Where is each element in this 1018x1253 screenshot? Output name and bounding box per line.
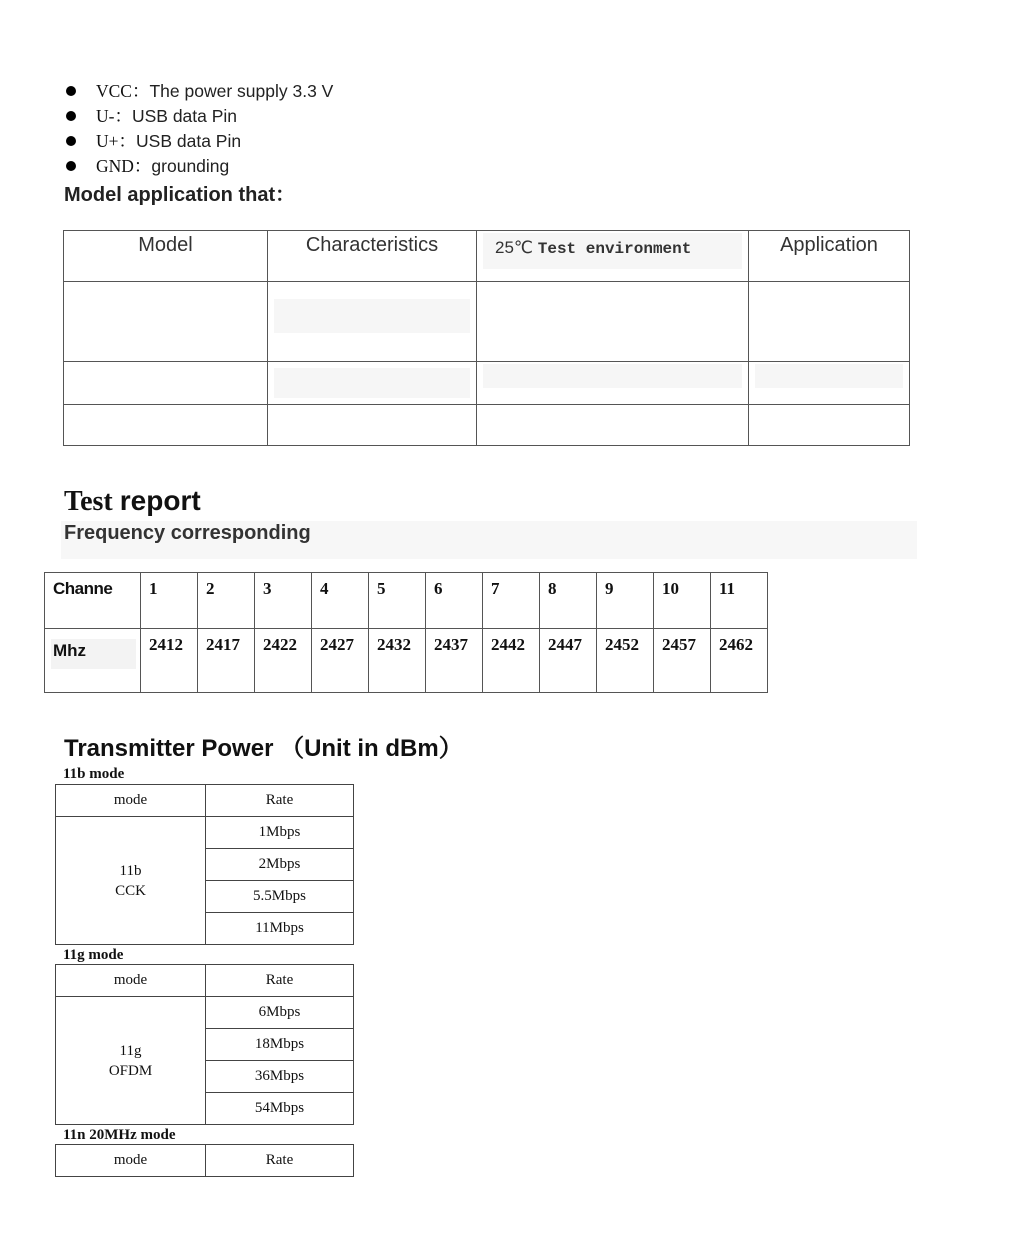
table-cell: 2447 [540, 629, 597, 693]
table-cell [477, 362, 749, 405]
table-cell [749, 405, 910, 446]
test-report-heading: Test report [64, 485, 201, 517]
table-cell: 2417 [198, 629, 255, 693]
mode-name: 11g [119, 1042, 142, 1059]
table-header-row [56, 785, 354, 817]
rate-cell: 2Mbps [206, 849, 354, 881]
table-cell [64, 405, 268, 446]
rate-cell: 18Mbps [206, 1029, 354, 1061]
list-item [66, 154, 333, 179]
table-cell: 8 [540, 573, 597, 629]
table-cell: 2432 [369, 629, 426, 693]
rate-cell: 11Mbps [206, 913, 354, 945]
env-label: Test environment [537, 240, 692, 258]
frequency-heading: Frequency corresponding [64, 522, 311, 544]
column-header-mode: mode [56, 1145, 206, 1177]
table-cell: 9 [597, 573, 654, 629]
pin-description: grounding [151, 156, 230, 176]
table-cell [477, 282, 749, 362]
mode-caption: 11n 20MHz mode [63, 1127, 176, 1143]
table-row [45, 629, 768, 693]
rate-cell: 6Mbps [206, 997, 354, 1029]
rate-cell: 1Mbps [206, 817, 354, 849]
bullet-icon [66, 136, 76, 146]
mode-table-11b [55, 784, 354, 945]
table-cell: 2422 [255, 629, 312, 693]
column-header-rate: Rate [206, 1145, 354, 1177]
mode-name: 11b [119, 862, 142, 879]
transmitter-power-heading: Transmitter Power （Unit in dBm） [64, 735, 463, 762]
pin-description: USB data Pin [131, 106, 238, 126]
pin-name: VCC： [96, 81, 150, 101]
table-cell: 2442 [483, 629, 540, 693]
rate-cell: 54Mbps [206, 1093, 354, 1125]
modulation-name: OFDM [108, 1062, 153, 1079]
table-cell: 2452 [597, 629, 654, 693]
bullet-icon [66, 161, 76, 171]
table-header-row [64, 231, 910, 282]
table-cell [749, 362, 910, 405]
column-header-mode: mode [56, 785, 206, 817]
mode-caption: 11g mode [63, 947, 124, 963]
bullet-icon [66, 86, 76, 96]
table-cell: 1 [141, 573, 198, 629]
mode-table-11g [55, 964, 354, 1125]
column-header-application: Application [749, 231, 910, 282]
table-row [64, 362, 910, 405]
table-cell: 2462 [711, 629, 768, 693]
rate-cell: 5.5Mbps [206, 881, 354, 913]
pin-description: USB data Pin [136, 131, 242, 151]
env-temperature: 25℃ [495, 238, 538, 257]
column-header-model: Model [64, 231, 268, 282]
column-header-characteristics: Characteristics [268, 231, 477, 282]
modulation-name: CCK [115, 882, 146, 899]
table-cell [268, 405, 477, 446]
table-cell [64, 362, 268, 405]
table-cell: 2 [198, 573, 255, 629]
row-header-mhz: Mhz [45, 629, 141, 693]
model-table [63, 230, 910, 446]
column-header-rate: Rate [206, 965, 354, 997]
table-cell: 2437 [426, 629, 483, 693]
mode-name-cell [56, 817, 206, 945]
column-header-rate: Rate [206, 785, 354, 817]
table-cell: 6 [426, 573, 483, 629]
table-cell [477, 405, 749, 446]
application-heading: Model application that： [64, 184, 296, 206]
column-header-mode: mode [56, 965, 206, 997]
table-cell: 3 [255, 573, 312, 629]
pin-list [66, 79, 333, 179]
table-row [56, 997, 354, 1029]
table-row [64, 405, 910, 446]
power-tables [55, 762, 354, 1177]
rate-cell: 36Mbps [206, 1061, 354, 1093]
list-item [66, 129, 333, 154]
table-cell: 10 [654, 573, 711, 629]
table-cell [749, 282, 910, 362]
pin-name: U-： [96, 106, 132, 126]
row-header-channel: Channe [45, 573, 141, 629]
table-cell [64, 282, 268, 362]
table-cell: 2457 [654, 629, 711, 693]
table-cell: 4 [312, 573, 369, 629]
pin-description: The power supply 3.3 V [149, 81, 334, 101]
table-cell: 5 [369, 573, 426, 629]
bullet-icon [66, 111, 76, 121]
table-cell [268, 362, 477, 405]
table-row [45, 573, 768, 629]
table-row [56, 817, 354, 849]
list-item [66, 104, 333, 129]
mode-table-11n [55, 1144, 354, 1177]
table-cell [268, 282, 477, 362]
table-cell: 11 [711, 573, 768, 629]
column-header-test-environment [477, 231, 749, 282]
mode-caption: 11b mode [63, 766, 125, 782]
channel-table [44, 572, 768, 693]
table-row [64, 282, 910, 362]
table-cell: 7 [483, 573, 540, 629]
mode-name-cell [56, 997, 206, 1125]
pin-name: U+： [96, 131, 137, 151]
pin-name: GND： [96, 156, 152, 176]
table-cell: 2412 [141, 629, 198, 693]
table-header-row [56, 1145, 354, 1177]
list-item [66, 79, 333, 104]
table-cell: 2427 [312, 629, 369, 693]
table-header-row [56, 965, 354, 997]
